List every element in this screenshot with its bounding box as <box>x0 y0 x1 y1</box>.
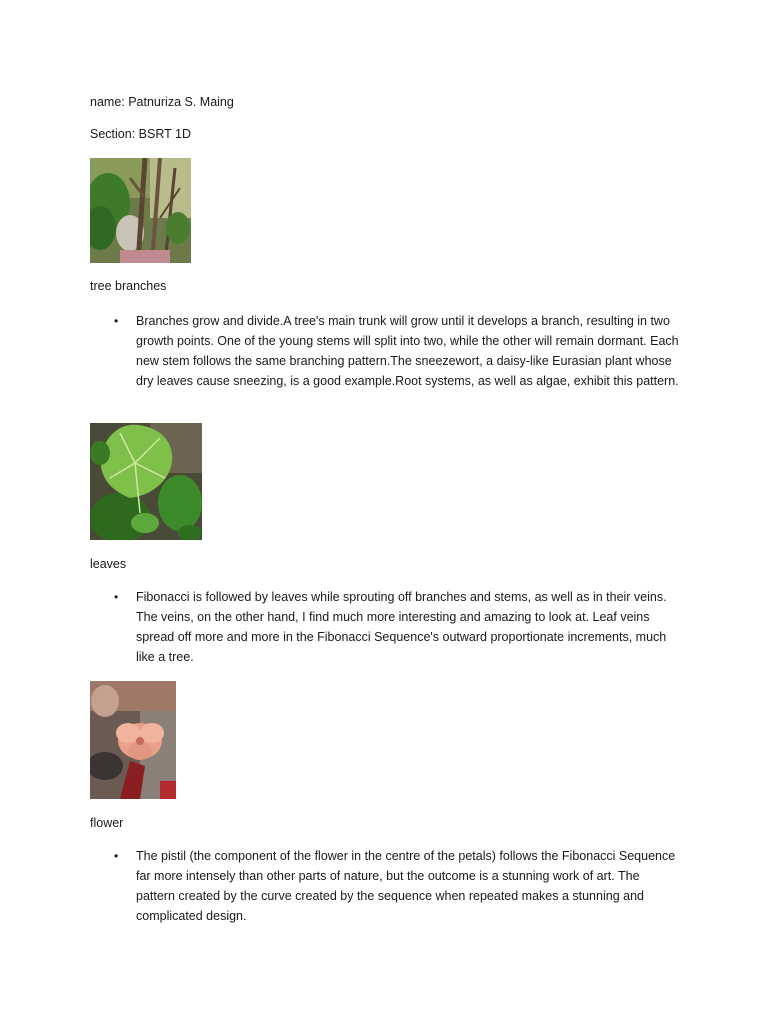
bullet-text-flower: The pistil (the component of the flower in the centre of the petals) follows the Fibonacci Sequence far more intensely than other parts of nature, but the outcome is a stunning work of art. The pattern created by the curve created by the sequence when repeated makes a stunning and complicated design. <box>136 849 676 923</box>
caption-tree-branches: tree branches <box>90 279 167 293</box>
bullet-glyph: • <box>114 314 119 328</box>
flower-photo <box>90 681 176 799</box>
tree-branches-photo <box>90 158 191 263</box>
leaves-photo <box>90 423 202 540</box>
bullet-text-tree-branches: Branches grow and divide.A tree's main trunk will grow until it develops a branch, resulting in two growth points. One of the young stems will split into two, while the other will remain dormant. Each new stem follows the same branching pattern.The sneezewort, a daisy-like Eurasian plant whose dry leaves cause sneezing, is a good example.Root systems, as well as algae, exhibit this pattern. <box>136 314 679 388</box>
bullet-item <box>114 311 679 411</box>
section-label: Section: BSRT 1D <box>90 127 191 141</box>
bullet-glyph: • <box>114 590 119 604</box>
bullet-item <box>114 846 674 926</box>
student-name: name: Patnuriza S. Maing <box>90 95 234 109</box>
caption-leaves: leaves <box>90 557 127 571</box>
bullet-glyph: • <box>114 849 119 863</box>
bullet-text-leaves: Fibonacci is followed by leaves while sprouting off branches and stems, as well as in their veins. The veins, on the other hand, I find much more interesting and amazing to look at. Leaf veins spread off more and more in the Fibonacci Sequence's outward proportionate increments, much like a tree. <box>136 590 667 664</box>
caption-flower: flower <box>90 816 124 830</box>
bullet-item <box>114 587 674 667</box>
